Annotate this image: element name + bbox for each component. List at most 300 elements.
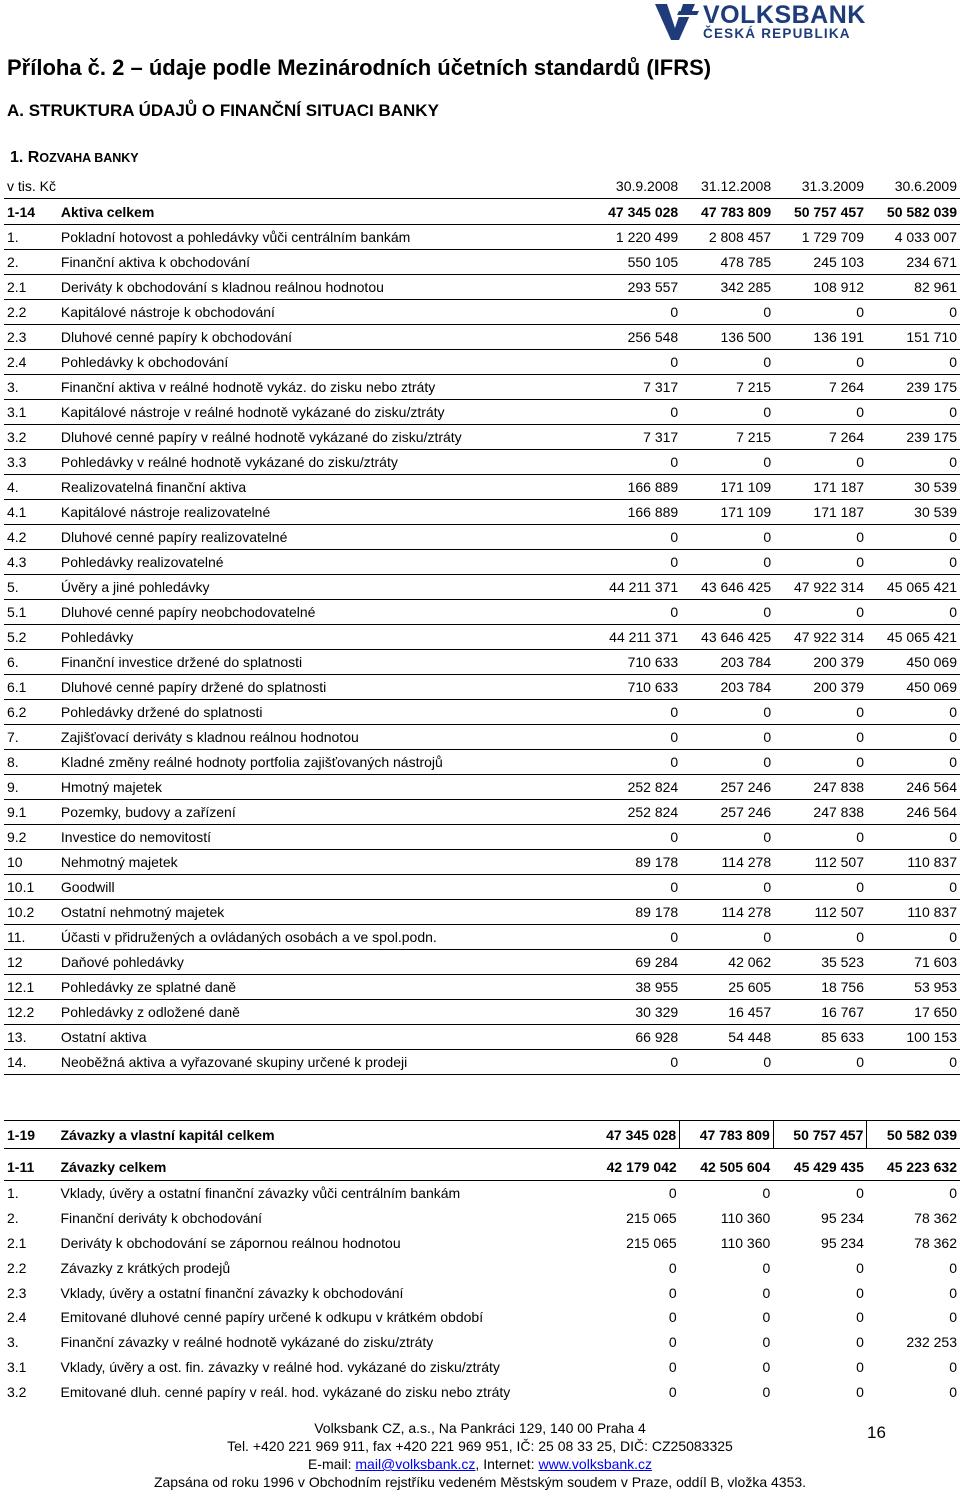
row-label: Pohledávky ze splatné daně [58, 975, 588, 1000]
row-value: 0 [867, 450, 960, 475]
row-code: 9.2 [4, 825, 58, 850]
asset-row [4, 1050, 960, 1075]
asset-row [4, 550, 960, 575]
row-value: 0 [681, 350, 774, 375]
row-value: 18 756 [774, 975, 867, 1000]
row-code: 6.1 [4, 675, 58, 700]
row-value: 171 109 [681, 475, 774, 500]
row-code: 2.2 [4, 300, 58, 325]
row-value: 45 065 421 [867, 575, 960, 600]
row-value: 0 [867, 300, 960, 325]
row-value: 95 234 [821, 1234, 864, 1251]
row-value: 246 564 [867, 800, 960, 825]
row-value: 0 [762, 1185, 771, 1202]
row-label: Emitované dluh. cenné papíry v reál. hod. vykázané do zisku nebo ztráty [60, 1384, 511, 1401]
row-code: 1-14 [4, 199, 58, 225]
row-code: 2.4 [4, 350, 58, 375]
row-code: 13. [4, 1025, 58, 1050]
row-value: 0 [681, 925, 774, 950]
asset-row [4, 775, 960, 800]
row-value: 16 457 [681, 1000, 774, 1025]
asset-row [4, 625, 960, 650]
row-value: 0 [867, 750, 960, 775]
row-value: 478 785 [681, 250, 774, 275]
liabilities-subtotal-row [4, 1155, 960, 1181]
row-value: 256 548 [588, 325, 681, 350]
row-label: Dluhové cenné papíry v reálné hodnotě vykázané do zisku/ztráty [58, 425, 588, 450]
asset-row [4, 800, 960, 825]
row-value: 0 [588, 875, 681, 900]
row-value: 0 [762, 1284, 771, 1301]
row-value: 0 [867, 825, 960, 850]
row-value: 171 187 [774, 500, 867, 525]
row-value: 110 837 [867, 900, 960, 925]
email-label: E-mail: [307, 1456, 356, 1472]
asset-row [4, 675, 960, 700]
row-value: 0 [668, 1359, 677, 1376]
row-value: 50 757 457 [773, 1121, 867, 1149]
row-value: 100 153 [867, 1025, 960, 1050]
row-value: 0 [588, 725, 681, 750]
row-value: 4 033 007 [867, 225, 960, 250]
row-label: Kladné změny reálné hodnoty portfolia zajišťovaných nástrojů [58, 750, 588, 775]
row-value: 0 [588, 825, 681, 850]
row-value: 0 [867, 400, 960, 425]
row-label: Finanční aktiva k obchodování [58, 250, 588, 275]
row-value: 0 [774, 400, 867, 425]
assets-table [4, 174, 960, 1075]
row-value: 42 179 042 [587, 1155, 680, 1181]
asset-row [4, 875, 960, 900]
row-code: 3. [7, 1334, 19, 1351]
row-value: 0 [588, 750, 681, 775]
row-value: 53 953 [867, 975, 960, 1000]
row-value: 0 [949, 1259, 957, 1276]
asset-row [4, 650, 960, 675]
row-value: 0 [762, 1309, 771, 1326]
row-label: Pohledávky z odložené daně [58, 1000, 588, 1025]
header-row [4, 174, 960, 199]
row-value: 0 [588, 400, 681, 425]
row-value: 66 928 [588, 1025, 681, 1050]
row-label: Vklady, úvěry a ost. fin. závazky v reálné hod. vykázané do zisku/ztráty [60, 1359, 500, 1376]
asset-row [4, 275, 960, 300]
row-label: Pohledávky držené do splatnosti [58, 700, 588, 725]
footer-links [0, 1456, 960, 1473]
liability-row [4, 1181, 960, 1206]
row-value: 0 [867, 350, 960, 375]
row-value: 0 [774, 450, 867, 475]
row-value: 171 109 [681, 500, 774, 525]
row-value: 0 [588, 550, 681, 575]
row-code: 6. [4, 650, 58, 675]
row-code: 2.3 [4, 325, 58, 350]
row-label: Pokladní hotovost a pohledávky vůči centrálním bankám [58, 225, 588, 250]
row-label: Aktiva celkem [58, 199, 588, 225]
asset-row [4, 425, 960, 450]
row-value: 239 175 [867, 425, 960, 450]
row-value: 0 [762, 1334, 771, 1351]
page-title: Příloha č. 2 – údaje podle Mezinárodních účetních standardů (IFRS) [7, 55, 712, 80]
unit-label: v tis. Kč [4, 174, 588, 199]
row-value: 0 [588, 450, 681, 475]
row-label: Finanční aktiva v reálné hodnotě vykáz. do zisku nebo ztráty [58, 375, 588, 400]
asset-row [4, 975, 960, 1000]
row-value: 0 [668, 1384, 677, 1401]
row-label: Finanční deriváty k obchodování [60, 1209, 263, 1226]
row-code: 6.2 [4, 700, 58, 725]
row-value: 215 065 [626, 1234, 677, 1251]
row-value: 0 [681, 525, 774, 550]
row-value: 0 [774, 525, 867, 550]
liabilities-table [4, 1120, 960, 1405]
liability-row [4, 1205, 960, 1230]
asset-row [4, 350, 960, 375]
row-label: Realizovatelná finanční aktiva [58, 475, 588, 500]
row-label: Závazky celkem [58, 1155, 587, 1181]
asset-row [4, 725, 960, 750]
row-value: 47 922 314 [774, 575, 867, 600]
row-value: 0 [867, 600, 960, 625]
row-code: 3.1 [7, 1359, 27, 1376]
row-value: 200 379 [774, 675, 867, 700]
row-code: 2. [4, 250, 58, 275]
row-value: 232 253 [906, 1334, 957, 1351]
asset-row [4, 900, 960, 925]
row-value: 0 [774, 875, 867, 900]
row-value: 78 362 [914, 1209, 957, 1226]
row-value: 0 [774, 925, 867, 950]
section-title: A. STRUKTURA ÚDAJŮ O FINANČNÍ SITUACI BANKY [7, 101, 439, 120]
row-value: 47 345 028 [587, 1121, 680, 1149]
asset-row [4, 925, 960, 950]
asset-row [4, 400, 960, 425]
volksbank-logo [655, 2, 955, 42]
row-value: 0 [856, 1259, 864, 1276]
row-value: 0 [668, 1185, 677, 1202]
row-value: 0 [774, 550, 867, 575]
date-header: 31.3.2009 [774, 174, 867, 199]
row-value: 136 500 [681, 325, 774, 350]
row-value: 7 215 [681, 375, 774, 400]
row-label: Účasti v přidružených a ovládaných osobách a ve spol.podn. [58, 925, 588, 950]
row-value: 0 [867, 700, 960, 725]
footer-registry: Zapsána od roku 1996 v Obchodním rejstříku vedeném Městským soudem v Praze, oddíl B, vložka 4353. [153, 1474, 807, 1490]
row-code: 3.1 [4, 400, 58, 425]
row-value: 43 646 425 [681, 625, 774, 650]
row-label: Dluhové cenné papíry neobchodovatelné [58, 600, 588, 625]
row-value: 0 [762, 1259, 771, 1276]
row-label: Ostatní nehmotný majetek [58, 900, 588, 925]
row-value: 89 178 [588, 900, 681, 925]
row-code: 3. [4, 375, 58, 400]
subsection-num: 1. R [10, 149, 40, 166]
row-value: 0 [681, 550, 774, 575]
row-value: 7 264 [774, 375, 867, 400]
row-value: 245 103 [774, 250, 867, 275]
row-code: 10.1 [4, 875, 58, 900]
row-value: 0 [681, 600, 774, 625]
row-value: 16 767 [774, 1000, 867, 1025]
row-value: 43 646 425 [681, 575, 774, 600]
row-label: Závazky a vlastní kapitál celkem [58, 1121, 587, 1149]
row-value: 0 [588, 300, 681, 325]
row-value: 7 317 [588, 375, 681, 400]
row-value: 30 539 [867, 500, 960, 525]
row-value: 0 [681, 725, 774, 750]
asset-row [4, 225, 960, 250]
row-value: 0 [867, 875, 960, 900]
liability-row [4, 1280, 960, 1305]
row-code: 2.4 [7, 1309, 27, 1326]
row-value: 35 523 [774, 950, 867, 975]
row-label: Ostatní aktiva [58, 1025, 588, 1050]
row-value: 44 211 371 [588, 625, 681, 650]
row-value: 7 215 [681, 425, 774, 450]
row-label: Finanční investice držené do splatnosti [58, 650, 588, 675]
row-value: 252 824 [588, 800, 681, 825]
row-code: 4. [4, 475, 58, 500]
row-code: 3.3 [4, 450, 58, 475]
row-value: 0 [949, 1309, 957, 1326]
row-value: 0 [681, 750, 774, 775]
row-value: 0 [949, 1284, 957, 1301]
asset-row [4, 325, 960, 350]
asset-row [4, 850, 960, 875]
row-value: 25 605 [681, 975, 774, 1000]
row-value: 45 223 632 [867, 1155, 960, 1181]
row-value: 200 379 [774, 650, 867, 675]
row-value: 7 264 [774, 425, 867, 450]
row-value: 252 824 [588, 775, 681, 800]
row-value: 0 [681, 300, 774, 325]
row-value: 114 278 [681, 900, 774, 925]
asset-row [4, 500, 960, 525]
row-value: 89 178 [588, 850, 681, 875]
internet-label: , Internet: [475, 1456, 539, 1472]
row-value: 0 [774, 725, 867, 750]
row-label: Vklady, úvěry a ostatní finanční závazky vůči centrálním bankám [60, 1185, 461, 1202]
row-value: 0 [856, 1309, 864, 1326]
row-value: 85 633 [774, 1025, 867, 1050]
row-value: 112 507 [774, 850, 867, 875]
web-link[interactable]: www.volksbank.cz [538, 1456, 653, 1472]
row-code: 10 [4, 850, 58, 875]
row-label: Zajišťovací deriváty s kladnou reálnou hodnotou [58, 725, 588, 750]
row-value: 71 603 [867, 950, 960, 975]
assets-total-row [4, 199, 960, 225]
row-value: 0 [856, 1334, 864, 1351]
row-code: 2. [7, 1209, 19, 1226]
row-value: 17 650 [867, 1000, 960, 1025]
row-label: Kapitálové nástroje realizovatelné [58, 500, 588, 525]
liabilities-total-row [4, 1121, 960, 1149]
row-code: 5.1 [4, 600, 58, 625]
row-value: 45 065 421 [867, 625, 960, 650]
row-code: 10.2 [4, 900, 58, 925]
row-value: 0 [856, 1384, 864, 1401]
row-value: 110 837 [867, 850, 960, 875]
liability-row [4, 1230, 960, 1255]
row-value: 247 838 [774, 800, 867, 825]
asset-row [4, 525, 960, 550]
logo-subtitle: ČESKÁ REPUBLIKA [703, 26, 851, 41]
row-value: 54 448 [681, 1025, 774, 1050]
row-value: 136 191 [774, 325, 867, 350]
row-value: 0 [867, 550, 960, 575]
row-value: 710 633 [588, 675, 681, 700]
asset-row [4, 375, 960, 400]
row-label: Pohledávky [58, 625, 588, 650]
subsection-title [10, 149, 139, 167]
row-code: 2.1 [7, 1234, 27, 1251]
asset-row [4, 750, 960, 775]
row-value: 50 582 039 [867, 199, 960, 225]
row-value: 0 [774, 700, 867, 725]
row-code: 7. [4, 725, 58, 750]
row-code: 8. [4, 750, 58, 775]
row-value: 246 564 [867, 775, 960, 800]
row-value: 234 671 [867, 250, 960, 275]
row-value: 0 [867, 725, 960, 750]
row-label: Závazky z krátkých prodejů [60, 1259, 231, 1276]
email-link[interactable]: mail@volksbank.cz [355, 1456, 476, 1472]
row-value: 0 [867, 1050, 960, 1075]
liability-row [4, 1305, 960, 1330]
row-value: 1 220 499 [588, 225, 681, 250]
row-value: 1 729 709 [774, 225, 867, 250]
row-value: 69 284 [588, 950, 681, 975]
date-header: 31.12.2008 [681, 174, 774, 199]
asset-row [4, 450, 960, 475]
row-code: 5. [4, 575, 58, 600]
row-code: 1. [7, 1185, 19, 1202]
row-value: 0 [681, 450, 774, 475]
row-label: Kapitálové nástroje v reálné hodnotě vykázané do zisku/ztráty [58, 400, 588, 425]
row-value: 0 [949, 1384, 957, 1401]
row-value: 710 633 [588, 650, 681, 675]
row-value: 47 783 809 [681, 199, 774, 225]
row-value: 0 [588, 350, 681, 375]
row-label: Dluhové cenné papíry k obchodování [58, 325, 588, 350]
date-header: 30.6.2009 [867, 174, 960, 199]
row-value: 0 [774, 1050, 867, 1075]
row-label: Hmotný majetek [58, 775, 588, 800]
row-code: 1-11 [4, 1155, 58, 1181]
row-label: Úvěry a jiné pohledávky [58, 575, 588, 600]
row-value: 257 246 [681, 775, 774, 800]
row-value: 0 [856, 1359, 864, 1376]
row-code: 12.2 [4, 1000, 58, 1025]
row-code: 9.1 [4, 800, 58, 825]
row-label: Finanční závazky v reálné hodnotě vykázané do zisku/ztráty [60, 1334, 434, 1351]
row-value: 30 329 [588, 1000, 681, 1025]
row-value: 47 922 314 [774, 625, 867, 650]
page-number: 16 [867, 1423, 886, 1442]
row-value: 0 [681, 1050, 774, 1075]
row-value: 166 889 [588, 475, 681, 500]
row-code: 11. [4, 925, 58, 950]
row-value: 0 [867, 925, 960, 950]
row-label: Goodwill [58, 875, 588, 900]
row-value: 166 889 [588, 500, 681, 525]
row-label: Daňové pohledávky [58, 950, 588, 975]
row-code: 1-19 [4, 1121, 58, 1149]
row-value: 44 211 371 [588, 575, 681, 600]
row-label: Dluhové cenné papíry držené do splatnosti [58, 675, 588, 700]
row-value: 450 069 [867, 675, 960, 700]
row-label: Nehmotný majetek [58, 850, 588, 875]
row-code: 5.2 [4, 625, 58, 650]
row-value: 0 [668, 1309, 677, 1326]
asset-row [4, 1000, 960, 1025]
row-value: 0 [681, 700, 774, 725]
row-label: Pohledávky v reálné hodnotě vykázané do zisku/ztráty [58, 450, 588, 475]
row-value: 45 429 435 [773, 1155, 867, 1181]
row-value: 110 360 [720, 1234, 771, 1251]
row-code: 4.1 [4, 500, 58, 525]
row-value: 7 317 [588, 425, 681, 450]
row-value: 0 [774, 825, 867, 850]
row-value: 0 [762, 1384, 771, 1401]
row-value: 42 505 604 [680, 1155, 774, 1181]
row-value: 0 [949, 1359, 957, 1376]
row-value: 110 360 [720, 1209, 771, 1226]
row-value: 0 [588, 700, 681, 725]
subsection-rest: OZVAHA BANKY [39, 151, 139, 165]
row-value: 550 105 [588, 250, 681, 275]
row-label: Deriváty k obchodování se zápornou reálnou hodnotou [60, 1234, 401, 1251]
asset-row [4, 600, 960, 625]
liability-row [4, 1330, 960, 1355]
row-value: 114 278 [681, 850, 774, 875]
volksbank-v-icon [655, 2, 699, 42]
row-value: 0 [588, 925, 681, 950]
row-code: 2.1 [4, 275, 58, 300]
row-code: 2.2 [7, 1259, 27, 1276]
row-value: 82 961 [867, 275, 960, 300]
row-value: 0 [774, 350, 867, 375]
row-value: 0 [856, 1185, 864, 1202]
row-label: Pohledávky k obchodování [58, 350, 588, 375]
row-code: 14. [4, 1050, 58, 1075]
row-value: 78 362 [914, 1234, 957, 1251]
row-code: 3.2 [4, 425, 58, 450]
asset-row [4, 475, 960, 500]
row-code: 12.1 [4, 975, 58, 1000]
row-label: Emitované dluhové cenné papíry určené k odkupu v krátkém období [60, 1309, 484, 1326]
footer-contacts: Tel. +420 221 969 911, fax +420 221 969 951, IČ: 25 08 33 25, DIČ: CZ25083325 [227, 1438, 733, 1454]
row-code: 12 [4, 950, 58, 975]
row-value: 47 345 028 [588, 199, 681, 225]
row-label: Neoběžná aktiva a vyřazované skupiny určené k prodeji [58, 1050, 588, 1075]
row-code: 9. [4, 775, 58, 800]
row-value: 0 [588, 525, 681, 550]
row-value: 171 187 [774, 475, 867, 500]
row-value: 0 [867, 525, 960, 550]
asset-row [4, 1025, 960, 1050]
row-value: 215 065 [626, 1209, 677, 1226]
row-value: 203 784 [681, 650, 774, 675]
row-code: 1. [4, 225, 58, 250]
row-label: Investice do nemovitostí [58, 825, 588, 850]
row-value: 257 246 [681, 800, 774, 825]
row-value: 0 [681, 825, 774, 850]
asset-row [4, 575, 960, 600]
row-value: 239 175 [867, 375, 960, 400]
liability-row [4, 1255, 960, 1280]
row-value: 0 [949, 1185, 957, 1202]
